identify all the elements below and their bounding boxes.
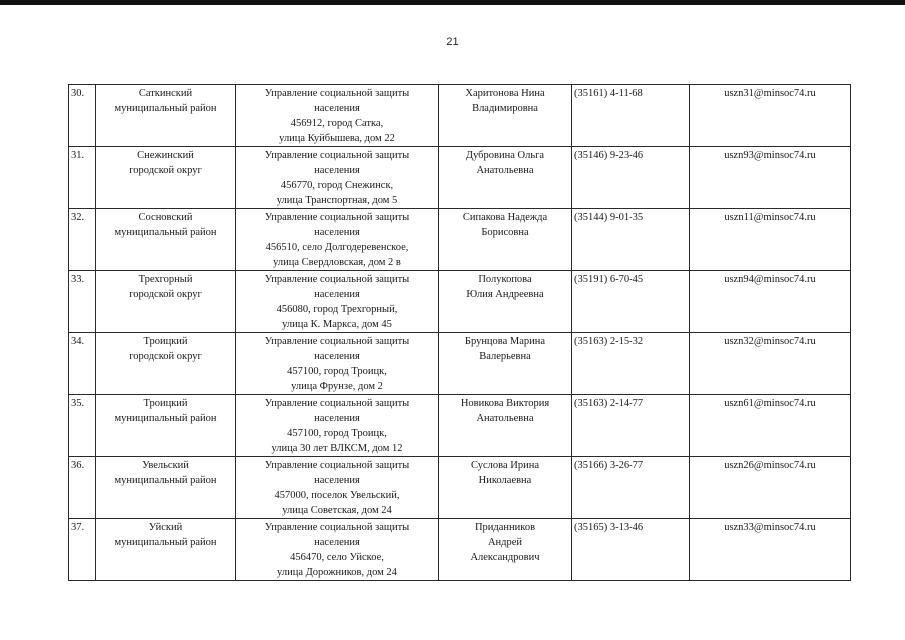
- district-name-line: Увельский: [142, 460, 189, 471]
- district-cell: [96, 209, 236, 271]
- address-cell: [236, 457, 439, 519]
- district-name-line: Снежинский: [137, 150, 194, 161]
- head-name-cell: [439, 395, 572, 457]
- address-line: населения: [314, 165, 360, 176]
- row-number: 34.: [71, 336, 85, 347]
- phone-cell: [572, 457, 690, 519]
- district-name-line: городской округ: [129, 351, 202, 362]
- head-name-line: Анатольевна: [476, 413, 534, 424]
- email-cell: [690, 395, 851, 457]
- table-row: [69, 85, 851, 147]
- address-line: улица Дорожников, дом 24: [277, 567, 397, 578]
- table-row: [69, 457, 851, 519]
- head-name-line: Анатольевна: [476, 165, 534, 176]
- row-number-cell: [69, 457, 96, 519]
- address-line: Управление социальной защиты: [264, 336, 410, 347]
- address-line: Управление социальной защиты: [264, 274, 410, 285]
- head-name-line: Новикова Виктория: [460, 398, 550, 409]
- address-line: улица Свердловская, дом 2 в: [273, 257, 401, 268]
- row-number: 35.: [71, 398, 85, 409]
- table-row: [69, 271, 851, 333]
- head-name-cell: [439, 271, 572, 333]
- head-name-line: Суслова Ирина: [471, 460, 539, 471]
- email-address: uszn33@minsoc74.ru: [724, 522, 816, 533]
- address-line: населения: [314, 475, 360, 486]
- district-name-line: муниципальный район: [114, 413, 217, 424]
- page-number: 21: [446, 36, 459, 48]
- address-cell: [236, 395, 439, 457]
- address-line: улица Фрунзе, дом 2: [291, 381, 383, 392]
- row-number: 30.: [71, 88, 85, 99]
- email-address: uszn26@minsoc74.ru: [724, 460, 816, 471]
- address-line: 457000, поселок Увельский,: [274, 490, 400, 501]
- head-name-line: Юлия Андреевна: [466, 289, 544, 300]
- head-name-line: Дубровина Ольга: [465, 150, 545, 161]
- email-cell: [690, 85, 851, 147]
- table-row: [69, 333, 851, 395]
- head-name-line: Андрей: [487, 537, 523, 548]
- table-row: [69, 519, 851, 581]
- address-line: населения: [314, 537, 360, 548]
- email-cell: [690, 147, 851, 209]
- head-name-cell: [439, 519, 572, 581]
- registry-table-body: [69, 85, 851, 581]
- row-number-cell: [69, 147, 96, 209]
- phone-number: (35191) 6-70-45: [574, 274, 644, 285]
- district-name-line: муниципальный район: [114, 475, 217, 486]
- address-line: населения: [314, 289, 360, 300]
- row-number-cell: [69, 519, 96, 581]
- phone-cell: [572, 271, 690, 333]
- head-name-cell: [439, 85, 572, 147]
- head-name-line: Приданников: [474, 522, 536, 533]
- row-number-cell: [69, 395, 96, 457]
- address-line: Управление социальной защиты: [264, 88, 410, 99]
- district-name-line: городской округ: [129, 289, 202, 300]
- phone-cell: [572, 395, 690, 457]
- address-line: населения: [314, 351, 360, 362]
- phone-cell: [572, 209, 690, 271]
- address-line: улица Советская, дом 24: [282, 505, 392, 516]
- phone-number: (35166) 3-26-77: [574, 460, 644, 471]
- address-line: Управление социальной защиты: [264, 460, 410, 471]
- address-cell: [236, 85, 439, 147]
- phone-cell: [572, 147, 690, 209]
- district-name-line: Саткинский: [138, 88, 193, 99]
- table-row: [69, 395, 851, 457]
- address-line: Управление социальной защиты: [264, 398, 410, 409]
- row-number: 31.: [71, 150, 85, 161]
- district-cell: [96, 271, 236, 333]
- address-cell: [236, 271, 439, 333]
- head-name-cell: [439, 333, 572, 395]
- phone-cell: [572, 85, 690, 147]
- phone-number: (35163) 2-15-32: [574, 336, 644, 347]
- address-cell: [236, 147, 439, 209]
- email-address: uszn32@minsoc74.ru: [724, 336, 816, 347]
- district-name-line: муниципальный район: [114, 103, 217, 114]
- district-cell: [96, 519, 236, 581]
- address-line: Управление социальной защиты: [264, 212, 410, 223]
- address-line: 456770, город Снежинск,: [280, 180, 394, 191]
- head-name-line: Владимировна: [472, 103, 538, 114]
- email-cell: [690, 333, 851, 395]
- address-line: улица Транспортная, дом 5: [276, 195, 398, 206]
- head-name-line: Брунцова Марина: [464, 336, 546, 347]
- phone-number: (35144) 9-01-35: [574, 212, 644, 223]
- address-cell: [236, 519, 439, 581]
- head-name-cell: [439, 147, 572, 209]
- head-name-line: Николаевна: [478, 475, 532, 486]
- district-cell: [96, 85, 236, 147]
- table-row: [69, 147, 851, 209]
- row-number-cell: [69, 85, 96, 147]
- address-line: 456510, село Долгодеревенское,: [265, 242, 409, 253]
- district-cell: [96, 333, 236, 395]
- table-row: [69, 209, 851, 271]
- district-name-line: Сосновский: [138, 212, 193, 223]
- email-address: uszn61@minsoc74.ru: [724, 398, 816, 409]
- address-line: Управление социальной защиты: [264, 150, 410, 161]
- district-cell: [96, 395, 236, 457]
- address-line: 456912, город Сатка,: [290, 118, 384, 129]
- head-name-line: Сипакова Надежда: [462, 212, 548, 223]
- email-cell: [690, 209, 851, 271]
- address-line: 456080, город Трехгорный,: [276, 304, 398, 315]
- row-number: 32.: [71, 212, 85, 223]
- head-name-line: Валерьевна: [479, 351, 531, 362]
- phone-number: (35146) 9-23-46: [574, 150, 644, 161]
- head-name-line: Полукопова: [478, 274, 532, 285]
- address-line: населения: [314, 413, 360, 424]
- address-line: 457100, город Троицк,: [287, 428, 387, 439]
- phone-number: (35165) 3-13-46: [574, 522, 644, 533]
- row-number-cell: [69, 271, 96, 333]
- district-cell: [96, 457, 236, 519]
- row-number: 36.: [71, 460, 85, 471]
- district-name-line: городской округ: [129, 165, 202, 176]
- district-name-line: муниципальный район: [114, 227, 217, 238]
- district-name-line: муниципальный район: [114, 537, 217, 548]
- email-address: uszn11@minsoc74.ru: [724, 212, 816, 223]
- address-line: улица Куйбышева, дом 22: [279, 133, 395, 144]
- address-line: 456470, село Уйское,: [290, 552, 384, 563]
- email-cell: [690, 271, 851, 333]
- email-cell: [690, 457, 851, 519]
- head-name-line: Александрович: [470, 552, 540, 563]
- email-address: uszn93@minsoc74.ru: [724, 150, 816, 161]
- address-line: улица 30 лет ВЛКСМ, дом 12: [271, 443, 403, 454]
- registry-table: [68, 84, 851, 581]
- district-name-line: Троицкий: [143, 398, 188, 409]
- email-cell: [690, 519, 851, 581]
- address-line: населения: [314, 103, 360, 114]
- district-cell: [96, 147, 236, 209]
- phone-cell: [572, 333, 690, 395]
- address-cell: [236, 209, 439, 271]
- row-number: 33.: [71, 274, 85, 285]
- phone-number: (35163) 2-14-77: [574, 398, 644, 409]
- email-address: uszn31@minsoc74.ru: [724, 88, 816, 99]
- phone-number: (35161) 4-11-68: [574, 88, 643, 99]
- head-name-cell: [439, 209, 572, 271]
- head-name-cell: [439, 457, 572, 519]
- email-address: uszn94@minsoc74.ru: [724, 274, 816, 285]
- district-name-line: Троицкий: [143, 336, 188, 347]
- address-line: Управление социальной защиты: [264, 522, 410, 533]
- address-line: улица К. Маркса, дом 45: [282, 319, 392, 330]
- district-name-line: Уйский: [148, 522, 183, 533]
- row-number-cell: [69, 333, 96, 395]
- phone-cell: [572, 519, 690, 581]
- address-line: населения: [314, 227, 360, 238]
- row-number-cell: [69, 209, 96, 271]
- head-name-line: Борисовна: [481, 227, 529, 238]
- head-name-line: Харитонова Нина: [465, 88, 545, 99]
- address-cell: [236, 333, 439, 395]
- district-name-line: Трехгорный: [138, 274, 193, 285]
- address-line: 457100, город Троицк,: [287, 366, 387, 377]
- row-number: 37.: [71, 522, 85, 533]
- page-top-border: [0, 0, 905, 5]
